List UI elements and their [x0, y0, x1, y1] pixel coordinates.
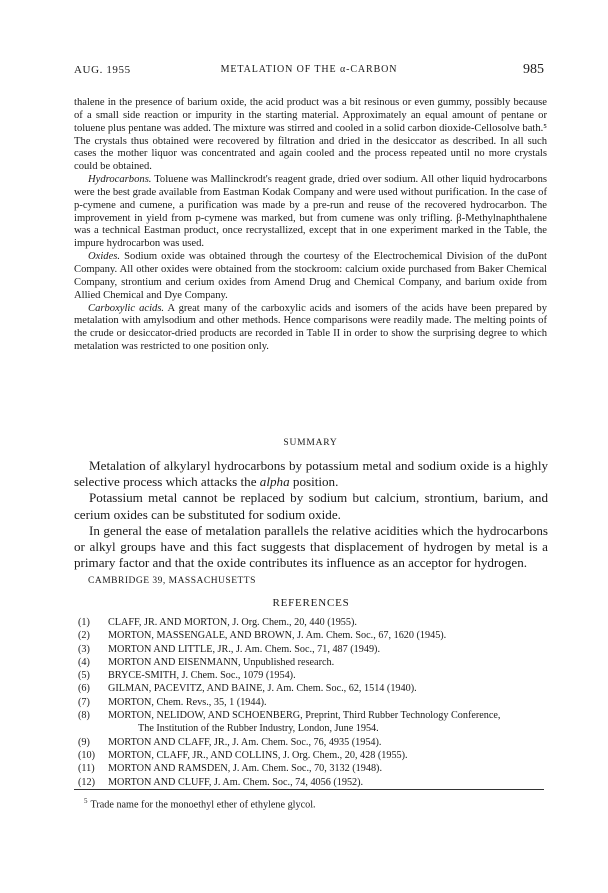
- reference-text: GILMAN, PACEVITZ, AND BAINE, J. Am. Chem. Soc., 62, 1514 (1940).: [108, 683, 417, 695]
- reference-text: MORTON AND CLUFF, J. Am. Chem. Soc., 74, 4056 (1952).: [108, 776, 364, 788]
- paragraph-hydrocarbons: [74, 174, 547, 251]
- reference-number: (6): [78, 683, 90, 695]
- reference-text: MORTON, CLAFF, JR., AND COLLINS, J. Org. Chem., 20, 428 (1955).: [108, 749, 408, 761]
- issue-date: AUG. 1955: [74, 64, 131, 76]
- summary-paragraph: Potassium metal cannot be replaced by sodium but calcium, strontium, barium, and cerium oxides can be substituted for sodium oxide.: [74, 490, 548, 522]
- running-title: METALATION OF THE α-CARBON: [220, 64, 398, 75]
- reference-text: MORTON, MASSENGALE, AND BROWN, J. Am. Chem. Soc., 67, 1620 (1945).: [108, 630, 447, 642]
- reference-number: (8): [78, 710, 90, 722]
- reference-text: MORTON AND LITTLE, JR., J. Am. Chem. Soc., 71, 487 (1949).: [108, 643, 380, 655]
- reference-number: (9): [78, 736, 90, 748]
- footnote-mark: 5: [84, 797, 88, 805]
- references-heading: REFERENCES: [272, 597, 350, 609]
- reference-item: [78, 643, 548, 656]
- reference-item: [78, 776, 548, 789]
- reference-item: [78, 709, 548, 736]
- references-list: [78, 616, 548, 789]
- page-number: 985: [523, 62, 544, 77]
- reference-item: [78, 762, 548, 775]
- reference-text: MORTON AND CLAFF, JR., J. Am. Chem. Soc., 76, 4935 (1954).: [108, 736, 382, 748]
- paragraph-carboxylic-acids: [74, 303, 547, 354]
- summary-italic: alpha: [259, 474, 290, 490]
- reference-text: MORTON AND EISENMANN, Unpublished research.: [108, 656, 335, 668]
- footnote-divider: [74, 789, 544, 790]
- paragraph-label: Carboxylic acids.: [88, 302, 165, 314]
- reference-item: [78, 616, 548, 629]
- reference-item: [78, 736, 548, 749]
- reference-number: (2): [78, 630, 90, 642]
- reference-text: MORTON, Chem. Revs., 35, 1 (1944).: [108, 696, 267, 708]
- reference-item: [78, 696, 548, 709]
- summary-text: Metalation of alkylaryl hydrocarbons by potassium metal and sodium oxide is a highly selective process which attacks the: [74, 458, 548, 490]
- summary-heading: SUMMARY: [283, 438, 338, 448]
- reference-number: (11): [78, 763, 95, 775]
- reference-continuation: The Institution of the Rubber Industry, London, June 1954.: [138, 723, 379, 735]
- footnote: [84, 797, 316, 810]
- reference-number: (10): [78, 749, 95, 761]
- reference-item: [78, 749, 548, 762]
- reference-number: (5): [78, 670, 90, 682]
- paragraph-text: Toluene was Mallinckrodt's reagent grade, dried over sodium. All other liquid hydrocarbons were the best grade available from Eastman Kodak Company and were used without purification. In the case of p-cymene and cumene, a purification was made by a pre-run and reuse of the recovered hydrocarbon. The improvement in yield from p-cymene was marked, but from cumene was only trifling. β-Methylnaphthalene was a technical Eastman product, once recrystallized, except that in one experiment marked in the Table, the impure hydrocarbon was used.: [74, 174, 547, 250]
- author-location: CAMBRIDGE 39, MASSACHUSETTS: [88, 576, 256, 586]
- summary-text: position.: [289, 474, 339, 490]
- reference-number: (12): [78, 776, 95, 788]
- reference-text: BRYCE-SMITH, J. Chem. Soc., 1079 (1954).: [108, 670, 296, 682]
- paragraph-continuation: thalene in the presence of barium oxide, the acid product was a bit resinous or even gummy, possibly because of a small side reaction or impurity in the starting material. Approximately an equal amount of pentane or toluene plus pentane was added. The mixture was stirred and cooled in a solid carbon dioxide-Cellosolve bath.⁵ The crystals thus obtained were recovered by filtration and dried in the desiccator as described. In all such cases the mother liquor was concentrated and again cooled and the process repeated until no more crystals could be obtained.: [74, 97, 547, 173]
- reference-number: (3): [78, 643, 90, 655]
- paragraph-text: Sodium oxide was obtained through the courtesy of the Electrochemical Division of the duPont Company. All other oxides were obtained from the stockroom: calcium oxide purchased from Baker Chemical Company, strontium and cerium oxides from Amend Drug and Chemical Company, and barium oxide from Allied Chemical and Dye Company.: [74, 251, 547, 301]
- summary-section: [74, 458, 548, 571]
- reference-number: (7): [78, 696, 90, 708]
- reference-item: [78, 656, 548, 669]
- reference-text: MORTON AND RAMSDEN, J. Am. Chem. Soc., 70, 3132 (1948).: [108, 763, 382, 775]
- paragraph-label: Hydrocarbons.: [88, 174, 152, 186]
- paragraph-text: A great many of the carboxylic acids and isomers of the acids have been prepared by metalation with amylsodium and other methods. Hence comparisons were readily made. The melting points of the crude or desiccator-dried products are recorded in Table II in order to show the surprising degree to which metalation was restricted to one position only.: [74, 302, 548, 353]
- reference-item: [78, 629, 548, 642]
- summary-paragraph: In general the ease of metalation parallels the relative acidities which the hydrocarbons or alkyl groups have and this fact suggests that displacement of hydrogen by metal is a primary factor and that the oxide contributes its influence as an acceptor for hydrogen.: [74, 522, 548, 571]
- paragraph-label: Oxides.: [88, 251, 121, 263]
- summary-paragraph: [74, 458, 548, 490]
- reference-item: [78, 669, 548, 682]
- paragraph-oxides: [74, 251, 547, 302]
- footnote-text: Trade name for the monoethyl ether of ethylene glycol.: [90, 799, 316, 811]
- reference-item: [78, 682, 548, 695]
- reference-text: CLAFF, JR. AND MORTON, J. Org. Chem., 20, 440 (1955).: [108, 617, 357, 628]
- running-header: [74, 62, 544, 78]
- reference-number: (4): [78, 656, 90, 668]
- experimental-section: [74, 97, 547, 354]
- reference-text: MORTON, NELIDOW, AND SCHOENBERG, Preprint, Third Rubber Technology Conference,: [108, 710, 501, 722]
- reference-number: (1): [78, 617, 90, 628]
